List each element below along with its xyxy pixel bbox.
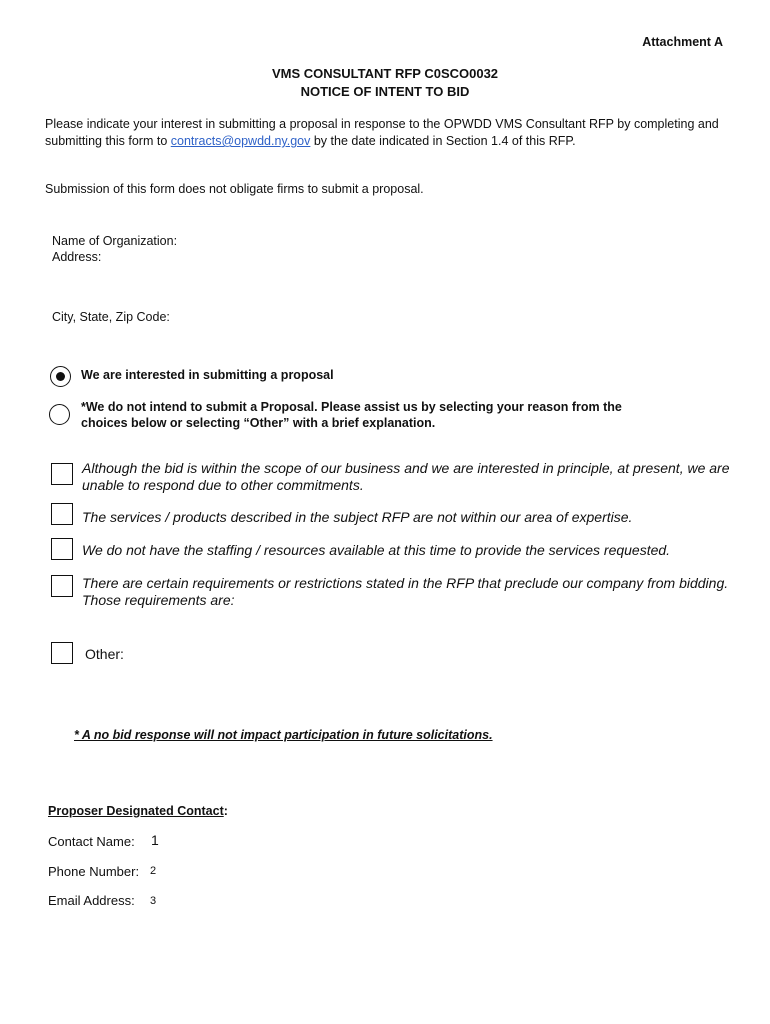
contact-heading <box>48 804 228 818</box>
checkbox-other[interactable] <box>51 642 73 664</box>
reason-commitments-line2: unable to respond due to other commitments. <box>82 477 364 493</box>
rfp-title: VMS CONSULTANT RFP C0SCO0032 <box>271 66 499 81</box>
checkbox-other-commitments[interactable] <box>51 463 73 485</box>
reason-commitments-line1: Although the bid is within the scope of our business and we are interested in principle, at present, we are <box>82 460 730 476</box>
attachment-label: Attachment A <box>642 35 723 49</box>
city-state-zip-label: City, State, Zip Code: <box>52 310 170 324</box>
contact-name-value[interactable]: 1 <box>151 832 159 848</box>
contact-heading-colon: : <box>223 804 228 818</box>
notice-title: NOTICE OF INTENT TO BID <box>300 84 470 99</box>
reason-expertise: The services / products described in the subject RFP are not within our area of expertise. <box>82 509 633 525</box>
interested-radio[interactable] <box>50 366 71 387</box>
contact-name-label: Contact Name: <box>48 834 135 849</box>
email-link[interactable]: contracts@opwdd.ny.gov <box>170 134 311 148</box>
reason-requirements-line1: There are certain requirements or restrictions stated in the RFP that preclude our company from bidding. <box>82 575 729 591</box>
email-address-label: Email Address: <box>48 893 135 908</box>
checkbox-staffing[interactable] <box>51 538 73 560</box>
reason-requirements-line2: Those requirements are: <box>82 592 235 608</box>
not-intend-label-line1: *We do not intend to submit a Proposal. Please assist us by selecting your reason from the <box>81 400 622 414</box>
not-intend-label-line2: choices below or selecting “Other” with a brief explanation. <box>81 416 436 430</box>
no-bid-footnote: * A no bid response will not impact participation in future solicitations. <box>74 728 493 742</box>
interested-label: We are interested in submitting a proposal <box>81 368 334 382</box>
reason-staffing: We do not have the staffing / resources available at this time to provide the services requested. <box>82 542 671 558</box>
intro-paragraph <box>45 116 735 150</box>
reason-other: Other: <box>85 646 124 662</box>
intro-text-end: by the date indicated in Section 1.4 of this RFP. <box>310 134 576 148</box>
email-address-value[interactable]: 3 <box>150 895 157 907</box>
contact-heading-text: Proposer Designated Contact <box>48 804 224 818</box>
obligation-note: Submission of this form does not obligate firms to submit a proposal. <box>45 182 424 196</box>
phone-number-value[interactable]: 2 <box>150 865 157 877</box>
phone-number-label: Phone Number: <box>48 864 140 879</box>
checkbox-expertise[interactable] <box>51 503 73 525</box>
not-intend-radio[interactable] <box>49 404 70 425</box>
address-label: Address: <box>52 250 102 264</box>
organization-name-label: Name of Organization: <box>52 234 178 248</box>
intro-text-start: Please indicate your interest in submitting a proposal in response to the OPWDD VMS Consultant RFP by completing and submitting this form to <box>45 117 719 148</box>
checkbox-requirements[interactable] <box>51 575 73 597</box>
